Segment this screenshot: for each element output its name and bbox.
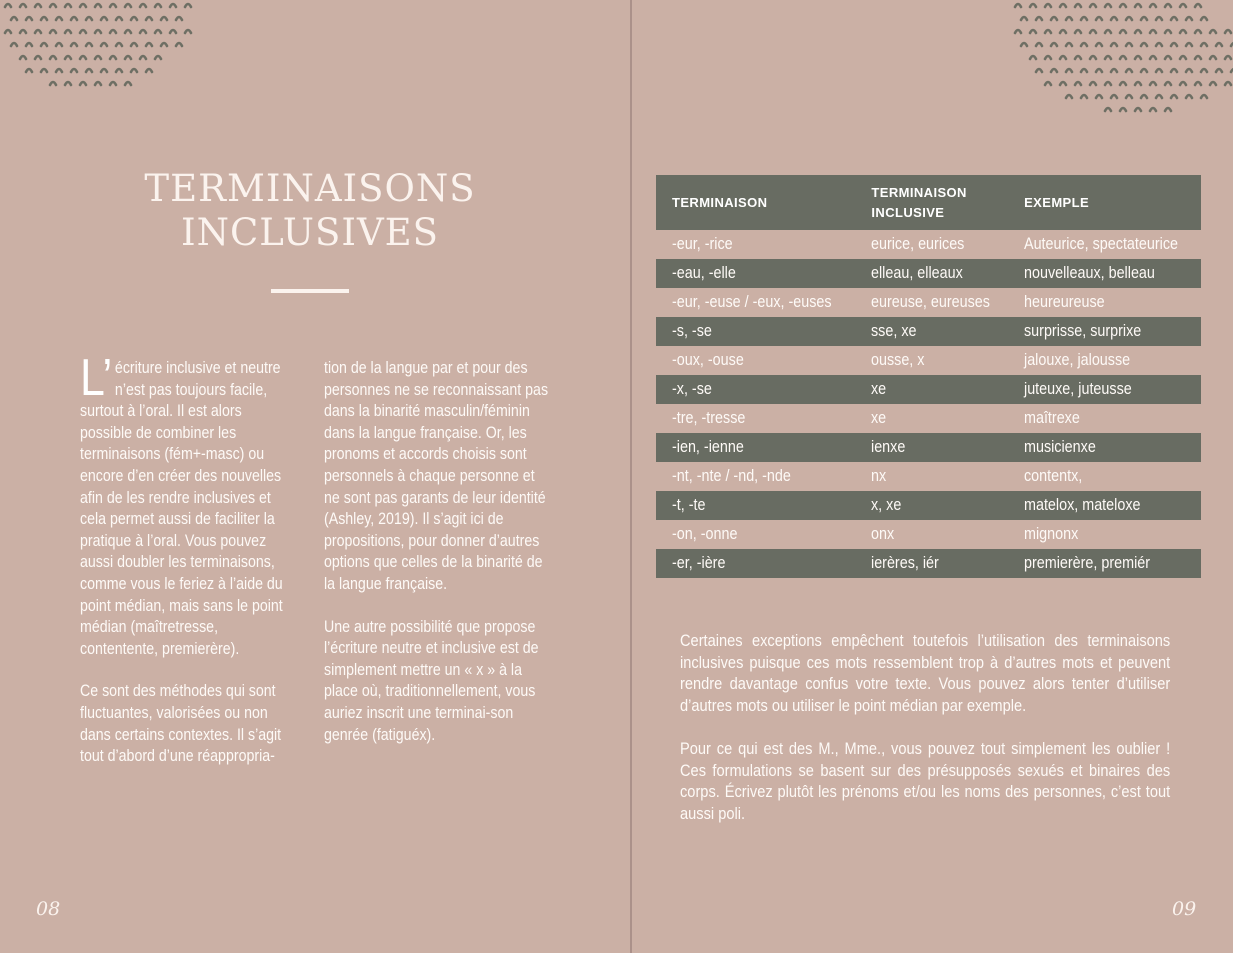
dot-mark <box>80 30 86 33</box>
dot-mark <box>1150 82 1156 85</box>
dot-mark <box>1096 95 1102 98</box>
table-row <box>656 317 1201 346</box>
dot-mark <box>1126 69 1132 72</box>
cell-text: matelox, mateloxe <box>1024 496 1141 514</box>
dot-mark <box>1060 30 1066 33</box>
dot-mark <box>56 43 62 46</box>
dot-mark <box>110 4 116 7</box>
dot-mark <box>161 43 167 46</box>
dot-mark <box>1141 43 1147 46</box>
table-row <box>656 230 1201 259</box>
dot-mark <box>1081 43 1087 46</box>
dot-mark <box>41 43 47 46</box>
dot-mark <box>1045 30 1051 33</box>
cell-text: -oux, -ouse <box>672 351 744 369</box>
cell-text: -tre, -tresse <box>672 409 746 427</box>
dot-mark <box>1210 30 1216 33</box>
dot-mark <box>1156 17 1162 20</box>
dot-mark <box>185 30 191 33</box>
cell-terminaison <box>656 404 855 433</box>
paragraph-text: écriture inclusive et neutre n’est pas toujours facile, surtout à l’oral. Il est alors possible de combiner les terminaisons (fém+-masc) ou encore d’en créer des nouvelles afin de les rendre inclusives et cela permet aussi de faciliter la pratique à l’oral. Vous pouvez aussi doubler les terminaisons, comme vous le feriez à l’aide du point médian, mais sans le point médian (maîtretresse, contentente, premierère). <box>80 359 283 658</box>
dot-mark <box>95 30 101 33</box>
cell-inclusive <box>855 520 1008 549</box>
dot-mark <box>86 17 92 20</box>
dot-mark <box>1105 4 1111 7</box>
title-underline <box>271 289 349 293</box>
dot-mark <box>1111 69 1117 72</box>
table-row <box>656 433 1201 462</box>
dot-mark <box>101 69 107 72</box>
dot-mark <box>1186 69 1192 72</box>
dot-mark <box>1216 69 1222 72</box>
dot-mark <box>1120 56 1126 59</box>
cell-inclusive <box>855 288 1008 317</box>
dot-mark <box>1195 4 1201 7</box>
dot-mark <box>1195 56 1201 59</box>
dot-mark <box>1051 43 1057 46</box>
dot-mark <box>1201 95 1207 98</box>
dot-mark <box>1171 95 1177 98</box>
header-terminaison: TERMINAISON <box>656 175 855 230</box>
dot-mark <box>20 56 26 59</box>
dot-mark <box>1015 4 1021 7</box>
cell-exemple <box>1008 375 1201 404</box>
dot-mark <box>80 82 86 85</box>
cell-text: xe <box>871 380 887 398</box>
paragraph: Ce sont des méthodes qui sont fluctuantes, valorisées ou non dans certains contextes. Il s’agit tout d’abord d’une réappropria- <box>80 682 282 766</box>
paragraph <box>80 349 293 660</box>
dot-mark <box>41 69 47 72</box>
dot-mark <box>1030 4 1036 7</box>
dot-mark <box>50 30 56 33</box>
dot-mark <box>1105 56 1111 59</box>
cell-text: contentx, <box>1024 467 1083 485</box>
dot-mark <box>95 56 101 59</box>
dot-mark <box>125 82 131 85</box>
table-row <box>656 288 1201 317</box>
cell-terminaison <box>656 346 855 375</box>
cell-terminaison <box>656 549 855 578</box>
dot-mark <box>86 69 92 72</box>
dot-mark <box>95 4 101 7</box>
dot-mark <box>35 56 41 59</box>
dot-mark <box>1075 4 1081 7</box>
cell-text: onx <box>871 525 895 543</box>
dot-mark <box>1150 30 1156 33</box>
dot-mark <box>131 69 137 72</box>
cell-text: -er, -ière <box>672 554 726 572</box>
dot-mark <box>1060 56 1066 59</box>
dot-mark <box>1096 17 1102 20</box>
dot-mark <box>1081 17 1087 20</box>
dot-mark <box>125 56 131 59</box>
dot-mark <box>1225 82 1231 85</box>
dot-mark <box>1195 82 1201 85</box>
cell-exemple <box>1008 549 1201 578</box>
cell-inclusive <box>855 230 1008 259</box>
dot-mark <box>1066 95 1072 98</box>
paragraph: Certaines exceptions empêchent toutefois l’utilisation des terminaisons inclusives puisque ces mots ressemblent trop à d’autres mots et peuvent rendre davantage confus votre texte. Vous pouvez alors tenter d’utiliser d’autres mots ou utiliser le point médian par exemple. <box>680 631 1171 716</box>
cell-exemple <box>1008 433 1201 462</box>
drop-cap: L’ <box>80 349 113 407</box>
cell-text: elleau, elleaux <box>871 264 964 282</box>
dot-mark <box>140 30 146 33</box>
dot-mark <box>1111 17 1117 20</box>
cell-exemple <box>1008 404 1201 433</box>
dot-mark <box>56 69 62 72</box>
dot-mark <box>1096 69 1102 72</box>
cell-text: -s, -se <box>672 322 712 340</box>
paragraph: tion de la langue par et pour des personnes ne se reconnaissant pas dans la binarité masculin/féminin dans la langue française. Or, les pronoms et accords choisis sont personnels à chaque personne et ne sont pas garants de leur identité (Ashley, 2019). Il s’agit ici de propositions, pour donner d’autres options que celles de la binarité de la langue française. <box>324 359 549 593</box>
dot-mark <box>1171 17 1177 20</box>
dot-mark <box>95 82 101 85</box>
dot-mark <box>1111 95 1117 98</box>
dot-mark <box>110 30 116 33</box>
dot-mark <box>1045 4 1051 7</box>
dot-mark <box>116 17 122 20</box>
dot-mark <box>1075 30 1081 33</box>
table-row <box>656 259 1201 288</box>
dot-mark <box>1090 30 1096 33</box>
dot-mark <box>1165 108 1171 111</box>
cell-text: -x, -se <box>672 380 712 398</box>
book-spine <box>630 0 632 953</box>
dot-mark <box>41 17 47 20</box>
cell-text: nx <box>871 467 887 485</box>
dot-mark <box>1126 95 1132 98</box>
dot-mark <box>1186 17 1192 20</box>
dot-mark <box>1186 95 1192 98</box>
dot-mark <box>1120 30 1126 33</box>
dot-mark <box>116 43 122 46</box>
cell-exemple <box>1008 317 1201 346</box>
dot-mark <box>65 4 71 7</box>
dot-mark <box>110 56 116 59</box>
cell-terminaison <box>656 259 855 288</box>
cell-text: x, xe <box>871 496 902 514</box>
dot-mark <box>1180 30 1186 33</box>
dot-mark <box>65 82 71 85</box>
dot-mark <box>1210 82 1216 85</box>
cell-text: -eur, -rice <box>672 235 733 253</box>
dot-mark <box>35 4 41 7</box>
cell-inclusive <box>855 375 1008 404</box>
dot-mark <box>1165 82 1171 85</box>
dot-mark <box>1120 4 1126 7</box>
dot-mark <box>1081 69 1087 72</box>
dot-mark <box>1156 43 1162 46</box>
cell-text: Auteurice, spectateurice <box>1024 235 1179 253</box>
dot-mark <box>56 17 62 20</box>
dot-mark <box>1096 43 1102 46</box>
dot-mark <box>1216 43 1222 46</box>
dot-mark <box>1135 4 1141 7</box>
cell-exemple <box>1008 491 1201 520</box>
decorative-dot-pattern-left <box>0 0 200 105</box>
cell-text: juteuxe, juteusse <box>1024 380 1132 398</box>
dot-mark <box>170 30 176 33</box>
dot-mark <box>1195 30 1201 33</box>
dot-mark <box>1186 43 1192 46</box>
cell-inclusive <box>855 346 1008 375</box>
paragraph: Une autre possibilité que propose l’écriture neutre et inclusive est de simplement mettre un « x » à la place où, traditionnellement, vous auriez inscrit une terminai-son genrée (fatiguéx). <box>324 617 539 744</box>
dot-mark <box>1135 30 1141 33</box>
cell-terminaison <box>656 433 855 462</box>
dot-mark <box>1030 30 1036 33</box>
cell-exemple <box>1008 230 1201 259</box>
title-line-2: INCLUSIVES <box>180 211 440 254</box>
dot-mark <box>1201 69 1207 72</box>
dot-mark <box>1036 69 1042 72</box>
cell-terminaison <box>656 288 855 317</box>
dot-mark <box>86 43 92 46</box>
dot-mark <box>1180 82 1186 85</box>
dot-mark <box>71 17 77 20</box>
dot-mark <box>50 56 56 59</box>
cell-exemple <box>1008 346 1201 375</box>
dot-mark <box>140 4 146 7</box>
text-column-2 <box>324 358 549 767</box>
dot-mark <box>1126 17 1132 20</box>
cell-exemple <box>1008 520 1201 549</box>
dot-mark <box>146 17 152 20</box>
cell-inclusive <box>855 317 1008 346</box>
cell-text: -ien, -ienne <box>672 438 744 456</box>
dot-mark <box>146 43 152 46</box>
decorative-dot-pattern-right <box>1010 0 1233 115</box>
cell-inclusive <box>855 549 1008 578</box>
cell-text: sse, xe <box>871 322 917 340</box>
dot-mark <box>131 43 137 46</box>
dot-mark <box>1036 43 1042 46</box>
page-title <box>110 167 510 255</box>
text-column-1 <box>80 349 293 789</box>
table-row <box>656 520 1201 549</box>
dot-mark <box>11 17 17 20</box>
dot-mark <box>116 69 122 72</box>
dot-mark <box>1066 43 1072 46</box>
dot-mark <box>155 30 161 33</box>
dot-mark <box>1141 95 1147 98</box>
dot-mark <box>1105 108 1111 111</box>
cell-text: maîtrexe <box>1024 409 1080 427</box>
cell-text: -eur, -euse / -eux, -euses <box>672 293 832 311</box>
dot-mark <box>185 4 191 7</box>
dot-mark <box>1060 82 1066 85</box>
dot-mark <box>20 4 26 7</box>
table-row <box>656 404 1201 433</box>
table-row <box>656 462 1201 491</box>
cell-text: -on, -onne <box>672 525 738 543</box>
cell-text: ousse, x <box>871 351 925 369</box>
cell-text: surprisse, surprixe <box>1024 322 1142 340</box>
dot-mark <box>5 4 11 7</box>
dot-mark <box>1105 30 1111 33</box>
dot-mark <box>155 4 161 7</box>
dot-mark <box>71 69 77 72</box>
dot-mark <box>1126 43 1132 46</box>
dot-mark <box>1135 82 1141 85</box>
dot-mark <box>1120 108 1126 111</box>
table-row <box>656 375 1201 404</box>
dot-mark <box>1150 56 1156 59</box>
header-exemple: EXEMPLE <box>1008 175 1201 230</box>
cell-text: eurice, eurices <box>871 235 965 253</box>
cell-text: eureuse, eureuses <box>871 293 991 311</box>
cell-terminaison <box>656 230 855 259</box>
dot-mark <box>20 30 26 33</box>
dot-mark <box>1156 69 1162 72</box>
cell-text: musicienxe <box>1024 438 1096 456</box>
dot-mark <box>1135 108 1141 111</box>
dot-mark <box>1051 69 1057 72</box>
dot-mark <box>1060 4 1066 7</box>
dot-mark <box>1045 56 1051 59</box>
cell-text: nouvelleaux, belleau <box>1024 264 1156 282</box>
dot-mark <box>1021 17 1027 20</box>
cell-text: -nt, -nte / -nd, -nde <box>672 467 791 485</box>
cell-text: ierères, iér <box>871 554 940 572</box>
dot-mark <box>1201 17 1207 20</box>
table-row <box>656 491 1201 520</box>
dot-mark <box>1066 17 1072 20</box>
dot-mark <box>125 4 131 7</box>
dot-mark <box>140 56 146 59</box>
title-line-1: TERMINAISONS <box>144 167 476 210</box>
dot-mark <box>1141 69 1147 72</box>
dot-mark <box>80 4 86 7</box>
cell-text: mignonx <box>1024 525 1079 543</box>
dot-mark <box>101 43 107 46</box>
cell-text: jalouxe, jalousse <box>1024 351 1131 369</box>
dot-mark <box>1045 82 1051 85</box>
dot-mark <box>1081 95 1087 98</box>
dot-mark <box>125 30 131 33</box>
dot-mark <box>1141 17 1147 20</box>
dot-mark <box>1165 56 1171 59</box>
dot-mark <box>1120 82 1126 85</box>
cell-text: xe <box>871 409 887 427</box>
dot-mark <box>146 69 152 72</box>
dot-mark <box>1111 43 1117 46</box>
dot-mark <box>50 4 56 7</box>
dot-mark <box>65 56 71 59</box>
dot-mark <box>26 17 32 20</box>
cell-terminaison <box>656 317 855 346</box>
dot-mark <box>1180 4 1186 7</box>
dot-mark <box>1075 56 1081 59</box>
header-terminaison-inclusive: TERMINAISON INCLUSIVE <box>855 175 1008 230</box>
cell-text: -t, -te <box>672 496 706 514</box>
dot-mark <box>65 30 71 33</box>
cell-terminaison <box>656 491 855 520</box>
page-number-left: 08 <box>36 898 61 920</box>
cell-exemple <box>1008 259 1201 288</box>
dot-mark <box>1015 30 1021 33</box>
dot-mark <box>131 17 137 20</box>
dot-mark <box>1105 82 1111 85</box>
cell-terminaison <box>656 520 855 549</box>
dot-mark <box>161 17 167 20</box>
dot-mark <box>1165 30 1171 33</box>
dot-mark <box>1075 82 1081 85</box>
dot-mark <box>1135 56 1141 59</box>
dot-mark <box>1150 4 1156 7</box>
dot-mark <box>170 4 176 7</box>
cell-terminaison <box>656 375 855 404</box>
cell-terminaison <box>656 462 855 491</box>
dot-mark <box>101 17 107 20</box>
dot-mark <box>155 56 161 59</box>
cell-inclusive <box>855 259 1008 288</box>
dot-mark <box>1171 43 1177 46</box>
cell-inclusive <box>855 462 1008 491</box>
dot-mark <box>176 43 182 46</box>
dot-mark <box>11 43 17 46</box>
dot-mark <box>1036 17 1042 20</box>
cell-text: premierère, premiér <box>1024 554 1151 572</box>
dot-mark <box>1165 4 1171 7</box>
cell-text: heureureuse <box>1024 293 1105 311</box>
dot-mark <box>80 56 86 59</box>
page-number-right: 09 <box>1172 898 1197 920</box>
dot-mark <box>1201 43 1207 46</box>
dot-mark <box>1171 69 1177 72</box>
table-row <box>656 346 1201 375</box>
endings-table <box>656 175 1201 578</box>
dot-mark <box>1225 56 1231 59</box>
dot-mark <box>5 30 11 33</box>
dot-mark <box>26 43 32 46</box>
dot-mark <box>1180 56 1186 59</box>
dot-mark <box>35 30 41 33</box>
dot-mark <box>1021 43 1027 46</box>
dot-mark <box>1156 95 1162 98</box>
cell-inclusive <box>855 491 1008 520</box>
dot-mark <box>1150 108 1156 111</box>
dot-mark <box>176 17 182 20</box>
cell-inclusive <box>855 404 1008 433</box>
table-header-row <box>656 175 1201 230</box>
dot-mark <box>1090 56 1096 59</box>
dot-mark <box>50 82 56 85</box>
cell-text: -eau, -elle <box>672 264 736 282</box>
table-row <box>656 549 1201 578</box>
paragraph: Pour ce qui est des M., Mme., vous pouvez tout simplement les oublier ! Ces formulations se basent sur des présupposés sexués et binaires des corps. Écrivez plutôt les prénoms et/ou les noms des personnes, c’est tout aussi poli. <box>680 738 1171 823</box>
dot-mark <box>1051 17 1057 20</box>
dot-mark <box>1090 82 1096 85</box>
dot-mark <box>1066 69 1072 72</box>
right-text <box>680 630 1170 846</box>
dot-mark <box>1225 30 1231 33</box>
cell-text: ienxe <box>871 438 906 456</box>
cell-exemple <box>1008 288 1201 317</box>
cell-exemple <box>1008 462 1201 491</box>
dot-mark <box>71 43 77 46</box>
dot-mark <box>110 82 116 85</box>
dot-mark <box>26 69 32 72</box>
dot-mark <box>1030 56 1036 59</box>
dot-mark <box>1210 56 1216 59</box>
dot-mark <box>1090 4 1096 7</box>
cell-inclusive <box>855 433 1008 462</box>
